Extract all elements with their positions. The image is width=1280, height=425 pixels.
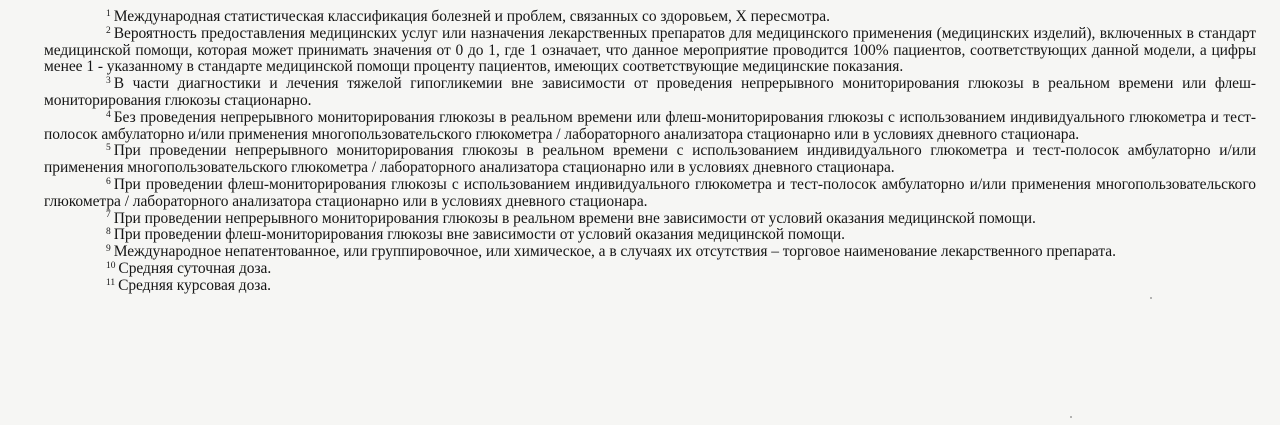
footnote-text: Вероятность предоставления медицинских услуг или назначения лекарственных препаратов для медицинского применения (медицинских изделий), включенных в стандарт медицинской помощи, которая может принимать значения от 0 до 1, где 1 означает, что данное мероприятие проводится 100% пациентов, соответствующих данной модели, а цифры менее 1 - указанному в стандарте медицинской помощи проценту пациентов, имеющих соответствующие медицинские показания. <box>44 24 1256 76</box>
scan-speck <box>1070 416 1072 418</box>
footnote-text: В части диагностики и лечения тяжелой гипогликемии вне зависимости от проведения непрерывного мониторирования глюкозы в реальном времени или флеш-мониторирования глюкозы стационарно. <box>44 75 1256 109</box>
footnote-6 <box>44 177 1256 211</box>
footnote-marker: 2 <box>106 25 111 36</box>
footnote-text: При проведении непрерывного мониторирования глюкозы в реальном времени вне зависимости от условий оказания медицинской помощи. <box>113 209 1036 227</box>
footnote-2 <box>44 26 1256 76</box>
footnote-4 <box>44 110 1256 144</box>
footnote-text: При проведении непрерывного мониторирования глюкозы в реальном времени с использованием индивидуального глюкометра и тест-полосок амбулаторно и/или применения многопользовательского глюкометра / лабораторного анализатора стационарно или в условиях дневного стационара. <box>44 142 1256 177</box>
footnote-7 <box>44 211 1256 228</box>
footnote-text: Средняя курсовая доза. <box>118 276 271 294</box>
footnote-text: Без проведения непрерывного мониторирования глюкозы в реальном времени или флеш-мониторирования глюкозы с использованием индивидуального глюкометра и тест-полосок амбулаторно и/или применения многопользовательского глюкометра / лабораторного анализатора стационарно или в условиях дневного стационара. <box>44 108 1256 143</box>
footnote-marker: 6 <box>106 176 111 187</box>
footnote-10 <box>44 261 1256 278</box>
footnote-text: При проведении флеш-мониторирования глюкозы с использованием индивидуального глюкометра и тест-полосок амбулаторно и/или применения многопользовательского глюкометра / лабораторного анализатора стационарно или в условиях дневного стационара. <box>44 175 1256 210</box>
footnote-11 <box>44 278 1256 295</box>
footnote-text: Международное непатентованное, или группировочное, или химическое, а в случаях их отсутствия – торговое наименование лекарственного препарата. <box>113 243 1116 261</box>
footnote-marker: 1 <box>106 8 111 19</box>
scan-speck <box>1150 297 1152 299</box>
footnotes-block <box>44 9 1256 295</box>
footnote-marker: 5 <box>106 143 111 154</box>
footnote-9 <box>44 244 1256 261</box>
footnote-8 <box>44 227 1256 244</box>
footnote-marker: 10 <box>106 260 116 271</box>
footnote-text: Средняя суточная доза. <box>118 259 272 277</box>
footnote-marker: 7 <box>106 210 111 221</box>
footnote-marker: 3 <box>106 75 111 86</box>
footnote-text: Международная статистическая классификация болезней и проблем, связанных со здоровьем, X пересмотра. <box>113 8 830 25</box>
footnote-marker: 8 <box>106 227 111 238</box>
footnote-5 <box>44 143 1256 177</box>
footnote-marker: 9 <box>106 243 111 254</box>
footnote-marker: 4 <box>106 109 111 120</box>
footnote-marker: 11 <box>106 277 116 288</box>
footnote-1 <box>44 9 1256 26</box>
footnote-3 <box>44 76 1256 110</box>
footnote-text: При проведении флеш-мониторирования глюкозы вне зависимости от условий оказания медицинской помощи. <box>113 226 845 244</box>
